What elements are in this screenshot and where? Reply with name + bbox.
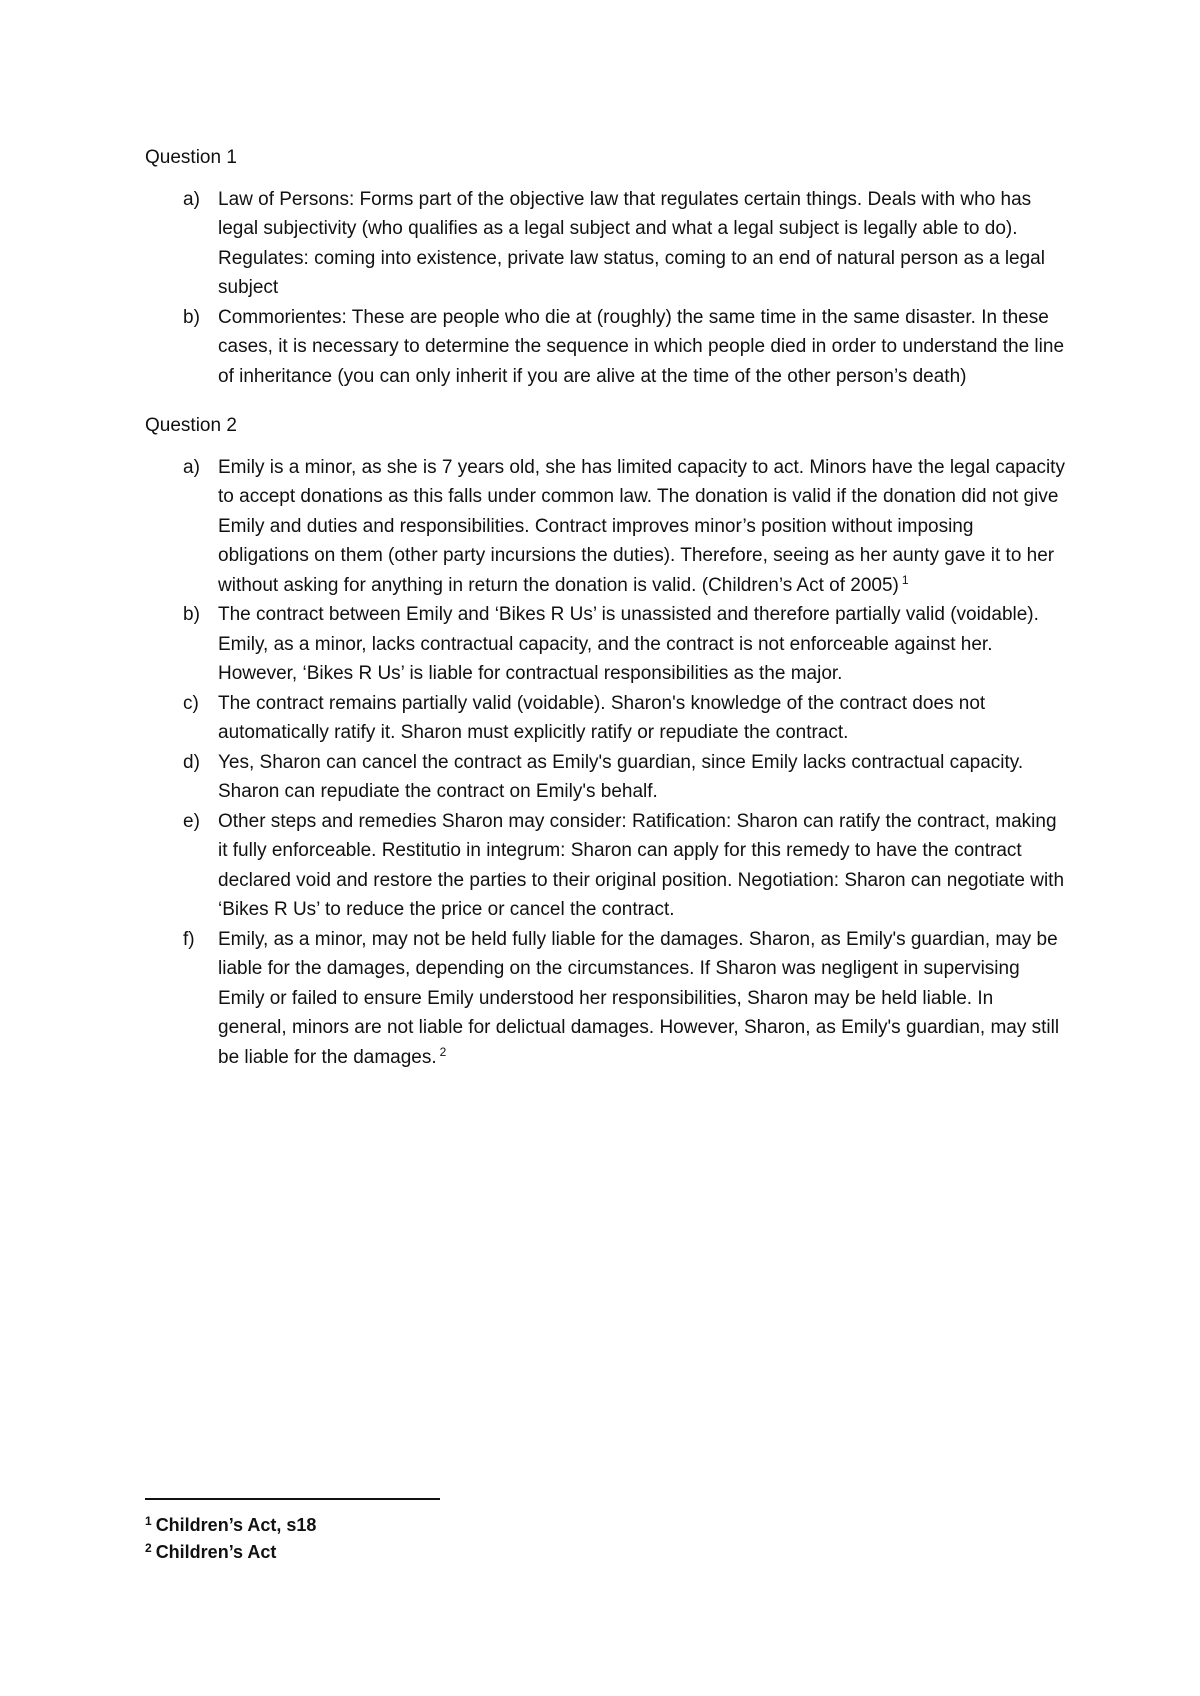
footnote-number: 2 [145, 1541, 152, 1555]
list-marker: c) [183, 692, 199, 714]
answer-item [145, 925, 1065, 1073]
document-body [145, 143, 1065, 1088]
answer-item [145, 453, 1065, 601]
answer-item [145, 303, 1065, 392]
answer-text: Emily is a minor, as she is 7 years old, she has limited capacity to act. Minors have the legal capacity to accept donations as this falls under common law. The donation is valid if the donation did not give Emily and duties and responsibilities. Contract improves minor’s position without imposing obligations on them (other party incursions the duties). Therefore, seeing as her aunty gave it to her without asking for anything in return the donation is valid. (Children’s Act of 2005) [218, 456, 1065, 596]
answer-text-with-footnote [218, 925, 1065, 1073]
list-marker: d) [183, 751, 200, 773]
footnote [145, 1539, 845, 1566]
footnote-reference[interactable]: 2 [439, 1044, 447, 1059]
list-marker: b) [183, 306, 200, 328]
list-marker: a) [183, 188, 200, 210]
answer-text: Law of Persons: Forms part of the objective law that regulates certain things. Deals with who has legal subjectivity (who qualifies as a legal subject and what a legal subject is legally able to do). Regulates: coming into existence, private law status, coming to an end of natural person as a legal subject [218, 188, 1045, 298]
list-marker: b) [183, 604, 200, 625]
answer-text: The contract remains partially valid (voidable). Sharon's knowledge of the contract does not automatically ratify it. Sharon must explicitly ratify or repudiate the contract. [218, 692, 986, 743]
list-marker: f) [183, 928, 195, 950]
question-1-heading: Question 1 [145, 147, 237, 168]
answer-text: Emily, as a minor, may not be held fully liable for the damages. Sharon, as Emily's guardian, may be liable for the damages, depending on the circumstances. If Sharon was negligent in supervising Emily or failed to ensure Emily understood her responsibilities, Sharon may be held liable. In general, minors are not liable for delictual damages. However, Sharon, as Emily's guardian, may still be liable for the damages. [218, 928, 1060, 1068]
answer-item [145, 748, 1065, 807]
answer-item [145, 185, 1065, 303]
answer-text: Yes, Sharon can cancel the contract as Emily's guardian, since Emily lacks contractual capacity. Sharon can repudiate the contract on Emily's behalf. [218, 751, 1024, 802]
footnote-text: Children’s Act [155, 1542, 277, 1562]
answer-item [145, 807, 1065, 925]
answer-text: Other steps and remedies Sharon may consider: Ratification: Sharon can ratify the contract, making it fully enforceable. Restitutio in integrum: Sharon can apply for this remedy to have the contract declared void and restore the parties to their original position. Negotiation: Sharon can negotiate with ‘Bikes R Us’ to reduce the price or cancel the contract. [218, 810, 1065, 920]
answer-text-with-footnote [218, 453, 1065, 601]
list-marker: a) [183, 456, 200, 478]
answer-text: The contract between Emily and ‘Bikes R Us’ is unassisted and therefore partially valid (voidable). Emily, as a minor, lacks contractual capacity, and the contract is not enforceable against her. However, ‘Bikes R Us’ is liable for contractual responsibilities as the major. [218, 604, 1039, 684]
footnote-text: Children’s Act, s18 [155, 1515, 317, 1535]
answer-item [145, 600, 1065, 689]
question-2-answers [145, 453, 1065, 1073]
question-2-heading: Question 2 [145, 415, 237, 436]
footnote [145, 1512, 845, 1539]
footnote-number: 1 [145, 1514, 152, 1528]
question-1-answers [145, 185, 1065, 392]
footnotes [145, 1512, 845, 1566]
answer-item [145, 689, 1065, 748]
footnote-separator [145, 1498, 440, 1500]
answer-text: Commorientes: These are people who die at (roughly) the same time in the same disaster. In these cases, it is necessary to determine the sequence in which people died in order to understand the line of inheritance (you can only inherit if you are alive at the time of the other person’s death) [218, 306, 1065, 387]
list-marker: e) [183, 810, 200, 832]
footnote-reference[interactable]: 1 [901, 572, 909, 587]
